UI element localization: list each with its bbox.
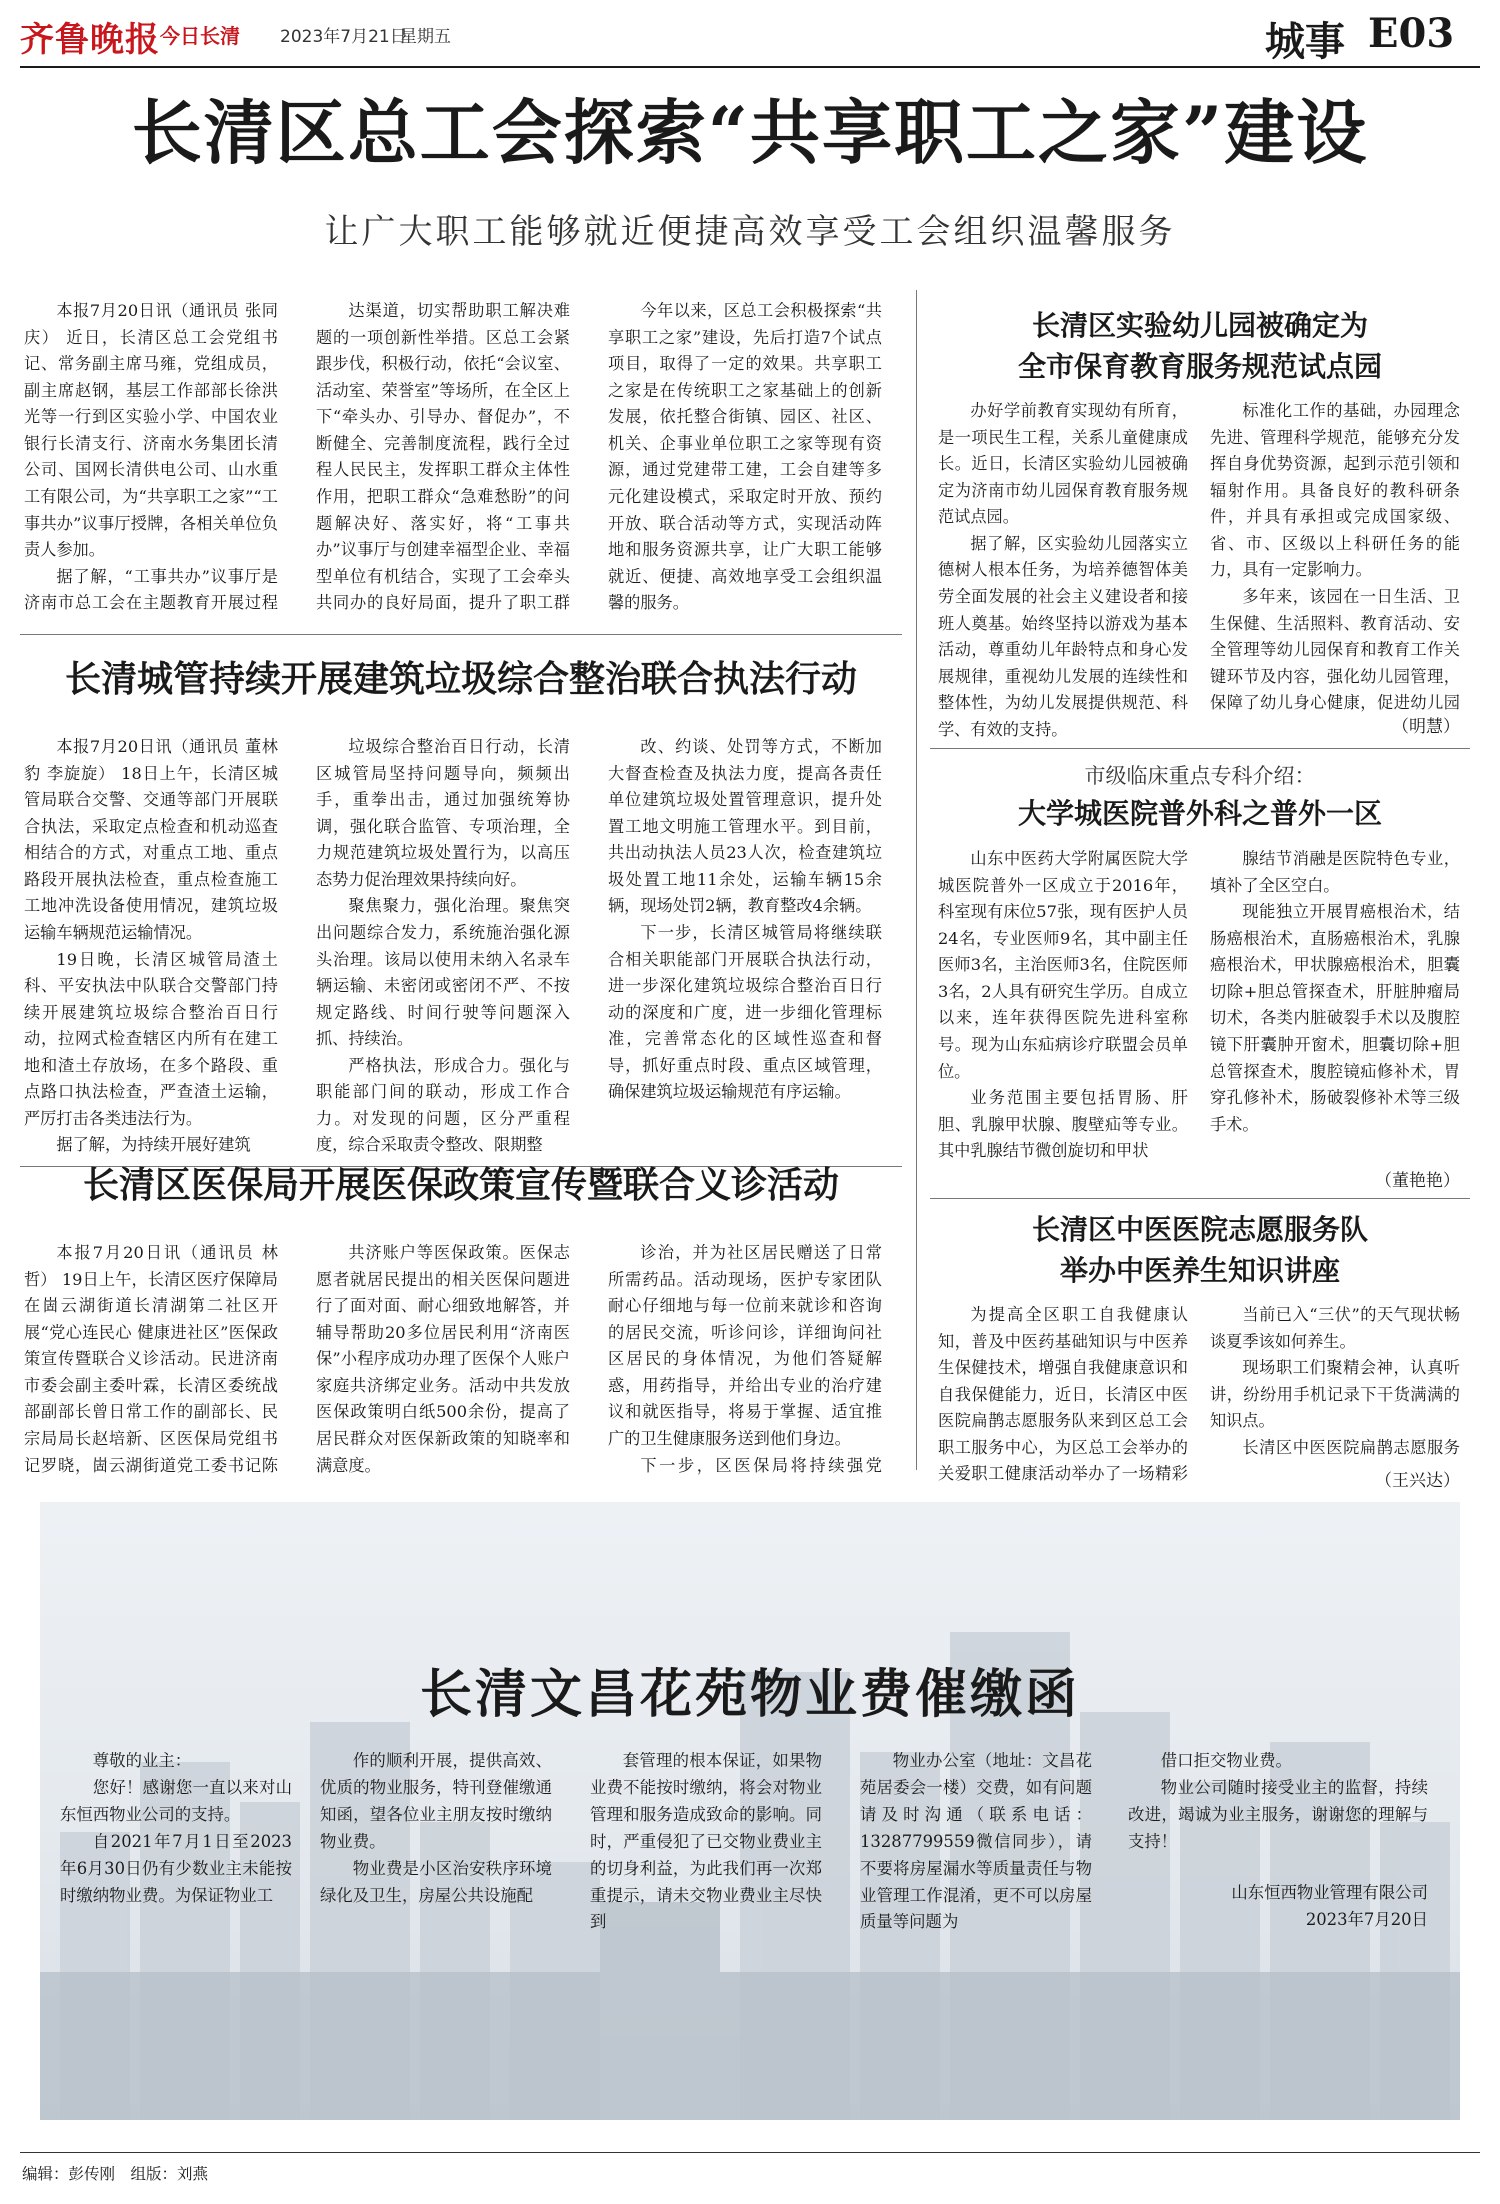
insurance-col-3 [608, 1240, 882, 1480]
kindergarten-credit: （明慧） [1392, 717, 1460, 737]
paragraph: 腺结节消融是医院特色专业，填补了全区空白。 [1210, 849, 1460, 895]
paragraph: 下一步，区医保局将持续强党 [640, 1455, 882, 1475]
page-number: E03 [1368, 10, 1455, 57]
paragraph: 据了解，为持续开展好建筑 [56, 1135, 251, 1154]
tcm-headline: 长清区中医医院志愿服务队 举办中医养生知识讲座 [1031, 1213, 1368, 1287]
footer-rule [20, 2152, 1480, 2153]
notice-headline: 长清文昌花苑物业费催缴函 [419, 1664, 1080, 1725]
masthead-rule [20, 66, 1480, 68]
divider [930, 1198, 1470, 1199]
tcm-col-1 [938, 1302, 1188, 1490]
paragraph: 标准化工作的基础，办园理念先进、管理科学规范，能够充分发挥自身优势资源，起到示范引领和辐射作用。具备良好的教科研条件，并具有承担或完成国家级、省、市、区级以上科研任务的能力，具有一定影响力。 [1210, 401, 1460, 580]
garbage-col-2 [316, 734, 570, 1154]
paragraph: 您好！感谢您一直以来对山东恒西物业公司的支持。 [60, 1777, 292, 1824]
garbage-col-1 [24, 734, 278, 1154]
paragraph: 19日晚，长清区城管局渣土科、平安执法中队联合交警部门持续开展建筑垃圾综合整治百日行动，拉网式检查辖区内所有在建工地和渣土存放场，在多个路段、重点路口执法检查，严查渣土运输，严厉打击各类违法行为。 [24, 949, 278, 1128]
hospital-kicker: 市级临床重点专科介绍： [1084, 764, 1316, 788]
paragraph: 套管理的根本保证，如果物业费不能按时缴纳，将会对物业管理和服务造成致命的影响。同时，严重侵犯了已交物业费业主的切身利益，为此我们再一次郑重提示，请未交物业费业主尽快到 [590, 1751, 822, 1932]
footer-credits: 编辑：彭传刚 组版：刘燕 [22, 2165, 209, 2183]
divider [930, 748, 1470, 749]
kindergarten-col-1 [938, 398, 1188, 738]
paragraph: 改、约谈、处罚等方式，不断加大督查检查及执法力度，提高各责任单位建筑垃圾处置管理意识，提升处置工地文明施工管理水平。到目前，共出动执法人员23人次，检查建筑垃圾处置工地11余处，运输车辆15余辆，现场处罚2辆，教育整改4余辆。 [608, 737, 882, 916]
garbage-col-3 [608, 734, 882, 1154]
divider [20, 634, 902, 635]
paragraph: 尊敬的业主： [92, 1751, 192, 1770]
kindergarten-headline: 长清区实验幼儿园被确定为 全市保育教育服务规范试点园 [1017, 309, 1382, 383]
hospital-col-1 [938, 846, 1188, 1190]
tcm-credit: （王兴达） [1375, 1471, 1460, 1491]
column-divider [916, 290, 917, 1470]
paragraph: 据了解，区实验幼儿园落实立德树人根本任务，为培养德智体美劳全面发展的社会主义建设者和接班人奠基。始终坚持以游戏为基本活动，尊重幼儿年龄特点和身心发展规律，重视幼儿发展的连续性和整体性，为幼儿发展提供规范、科学、有效的支持。 [938, 533, 1188, 738]
lead-subhead: 让广大职工能够就近便捷高效享受工会组织温馨服务 [324, 212, 1176, 252]
paragraph: 物业公司随时接受业主的监督，持续改进，竭诚为业主服务，谢谢您的理解与支持！ [1128, 1777, 1428, 1851]
paragraph [316, 1479, 570, 1480]
hospital-credit: （董艳艳） [1375, 1171, 1460, 1191]
garbage-headline: 长清城管持续开展建筑垃圾综合整治联合执法行动 [64, 658, 857, 700]
paragraph: 物业费是小区治安秩序环境绿化及卫生，房屋公共设施配 [320, 1858, 552, 1905]
paragraph: 现场职工们聚精会神，认真听讲，纷纷用手机记录下干货满满的知识点。 [1210, 1358, 1460, 1431]
lead-headline: 长清区总工会探索“共享职工之家”建设 [131, 91, 1369, 174]
kindergarten-col-2 [1210, 398, 1460, 714]
notice-col-2 [320, 1748, 552, 1909]
paragraph: 办好学前教育实现幼有所育，是一项民生工程，关系儿童健康成长。近日，长清区实验幼儿园被确定为济南市幼儿园保育教育服务规范试点园。 [938, 401, 1188, 527]
paragraph: 达渠道，切实帮助职工解决难题的一项创新性举措。区总工会紧跟步伐，积极行动，依托“会议室、活动室、荣誉室”等场所，在全区上下“牵头办、引导办、督促办”，不断健全、完善制度流程，践行全过程人民民主，发挥职工群众主体性作用，把职工群众“急难愁盼”的问题解决好、落实好，将“工事共办”议事厅与创建幸福型企业、幸福型单位有机结合，实现了工会牵头共同办的良好局面，提升了职工群 [316, 301, 570, 613]
notice-col-3 [590, 1748, 822, 1936]
issue-date: 2023年7月21日 [280, 27, 407, 47]
paragraph: 严格执法，形成合力。强化与职能部门间的联动，形成工作合力。对发现的问题，区分严重程度，综合采取责令整改、限期整 [316, 1055, 570, 1154]
notice-col-5 [1128, 1748, 1428, 1856]
paragraph: 业务范围主要包括胃肠、肝胆、乳腺甲状腺、腹壁疝等专业。其中乳腺结节微创旋切和甲状 [938, 1088, 1188, 1161]
lead-col-1 [24, 298, 278, 616]
paragraph: 下一步，长清区城管局将继续联合相关职能部门开展联合执法行动，进一步深化建筑垃圾综合整治百日行动的深度和广度，进一步细化管理标准，完善常态化的区域性巡查和督导，抓好重点时段、重点区域管理，确保建筑垃圾运输规范有序运输。 [608, 922, 882, 1102]
lead-col-2 [316, 298, 570, 616]
paragraph: 本报7月20日讯（通讯员 林哲） 19日上午，长清区医疗保障局在崮云湖街道长清湖第二社区开展“党心连民心 健康进社区”医保政策宣传暨联合义诊活动。民进济南市委会副主委叶霖，长清区委统战部副部长曾日常工作的副部长、民宗局局长赵培新、区医保局党组书记罗晓，崮云湖街道党工委书记陈 [24, 1243, 278, 1475]
insurance-headline: 长清区医保局开展医保政策宣传暨联合义诊活动 [82, 1164, 839, 1206]
notice-col-1 [60, 1748, 292, 1909]
paragraph: 多年来，该园在一日生活、卫生保健、生活照料、教育活动、安全管理等幼儿园保育和教育工作关键环节及内容，强化幼儿园管理，保障了幼儿身心健康，促进幼儿园 [1210, 586, 1460, 713]
issue-weekday: 星期五 [400, 27, 451, 47]
lead-col-3 [608, 298, 882, 616]
hospital-col-2 [1210, 846, 1460, 1162]
paragraph: 当前已入“三伏”的天气现状畅谈夏季该如何养生。 [1210, 1305, 1460, 1351]
paragraph: 物业办公室（地址：文昌花苑居委会一楼）交费，如有问题请及时沟通（联系电话：13287799559微信同步），请不要将房屋漏水等质量责任与物业管理工作混淆，更不可以房屋质量等问题为 [860, 1751, 1092, 1932]
paragraph: 借口拒交物业费。 [1160, 1751, 1292, 1770]
insurance-col-1 [24, 1240, 278, 1480]
paragraph: 为提高全区职工自我健康认知，普及中医药基础知识与中医养生保健技术，增强自我健康意识和自我保健能力，近日，长清区中医医院扁鹊志愿服务队来到区总工会职工服务中心，为区总工会举办的关爱职工健康活动举办了一场精彩 [938, 1305, 1188, 1484]
paragraph: 诊治，并为社区居民赠送了日常所需药品。活动现场，医护专家团队耐心仔细地与每一位前来就诊和咨询的居民交流，听诊问诊，详细询问社区居民的身体情况，为他们答疑解惑，用药指导，并给出专业的治疗建议和就医指导，将易于掌握、适宜推广的卫生健康服务送到他们身边。 [608, 1243, 882, 1448]
notice-sign-date: 2023年7月20日 [1305, 1910, 1428, 1929]
paragraph: 现能独立开展胃癌根治术，结肠癌根治术，直肠癌根治术，乳腺癌根治术，甲状腺癌根治术，胆囊切除+胆总管探查术，肝脏肿瘤局切术，各类内脏破裂手术以及腹腔镜下肝囊肿开窗术，胆囊切除+胆总管探查术，腹腔镜疝修补术，胃穿孔修补术，肠破裂修补术等三级手术。 [1210, 902, 1460, 1134]
tcm-col-2 [1210, 1302, 1460, 1462]
paragraph: 共济账户等医保政策。医保志愿者就居民提出的相关医保问题进行了面对面、耐心细致地解答，并辅导帮助20多位居民利用“济南医保”小程序成功办理了医保个人账户家庭共济绑定业务。活动中共发放医保政策明白纸500余份，提高了居民群众对医保新政策的知晓率和满意度。 [316, 1243, 570, 1475]
notice-col-4 [860, 1748, 1092, 1936]
paragraph: 聚焦聚力，强化治理。聚焦突出问题综合发力，系统施治强化源头治理。该局以使用未纳入名录车辆运输、未密闭或密闭不严、不按规定路线、时间行驶等问题深入抓、持续治。 [316, 896, 570, 1049]
paragraph: 垃圾综合整治百日行动，长清区城管局坚持问题导向，频频出手，重拳出击，通过加强统筹协调，强化联合监管、专项治理，全力规范建筑垃圾处置行为，以高压态势力促治理效果持续向好。 [316, 737, 570, 889]
edition-name: 今日长清 [160, 24, 240, 48]
newspaper-logo: 齐鲁晚报 [20, 20, 160, 60]
paragraph: 作的顺利开展，提供高效、优质的物业服务，特刊登催缴通知函，望各位业主朋友按时缴纳物业费。 [320, 1751, 552, 1851]
section-name: 城事 [1265, 18, 1345, 65]
paragraph: 据了解，“工事共办”议事厅是济南市总工会在主题教育开展过程 [24, 566, 278, 613]
paragraph: 山东中医药大学附属医院大学城医院普外一区成立于2016年，科室现有床位57张，现有医护人员24名，专业医师9名，其中副主任医师3名，主治医师3名，住院医师3名，2人具有研究生学历。自成立以来，连年获得医院先进科室称号。现为山东疝病诊疗联盟会员单位。 [938, 849, 1188, 1081]
paragraph: 本报7月20日讯（通讯员 董林豹 李旋旋） 18日上午，长清区城管局联合交警、交通等部门开展联合执法，采取定点检查和机动巡查相结合的方式，对重点工地、重点路段开展执法检查，重点检查施工工地冲洗设备使用情况，建筑垃圾运输车辆规范运输情况。 [24, 737, 278, 942]
paragraph: 今年以来，区总工会积极探索“共享职工之家”建设，先后打造7个试点项目，取得了一定的效果。共享职工之家是在传统职工之家基础上的创新发展，依托整合街镇、园区、社区、机关、企事业单位职工之家等现有资源，通过党建带工建，工会自建等多元化建设模式，采取定时开放、预约开放、联合活动等方式，实现活动阵地和服务资源共享，让广大职工能够就近、便捷、高效地享受工会组织温馨的服务。 [608, 301, 882, 613]
paragraph: 长清区中医医院扁鹊志愿服务 [1242, 1437, 1460, 1457]
notice-signature: 山东恒西物业管理有限公司 [1231, 1883, 1428, 1902]
paragraph: 本报7月20日讯（通讯员 张同庆） 近日，长清区总工会党组书记、常务副主席马雍，党组成员，副主席赵钢，基层工作部部长徐洪光等一行到区实验小学、中国农业银行长清支行、济南水务集团长清公司、国网长清供电公司、山水重工有限公司，为“共享职工之家”“工事共办”议事厅授牌，各相关单位负责人参加。 [24, 301, 278, 560]
hospital-headline: 大学城医院普外科之普外一区 [1017, 797, 1382, 830]
insurance-col-2 [316, 1240, 570, 1480]
paragraph: 自2021年7月1日至2023年6月30日仍有少数业主未能按时缴纳物业费。为保证物业工 [60, 1831, 292, 1905]
